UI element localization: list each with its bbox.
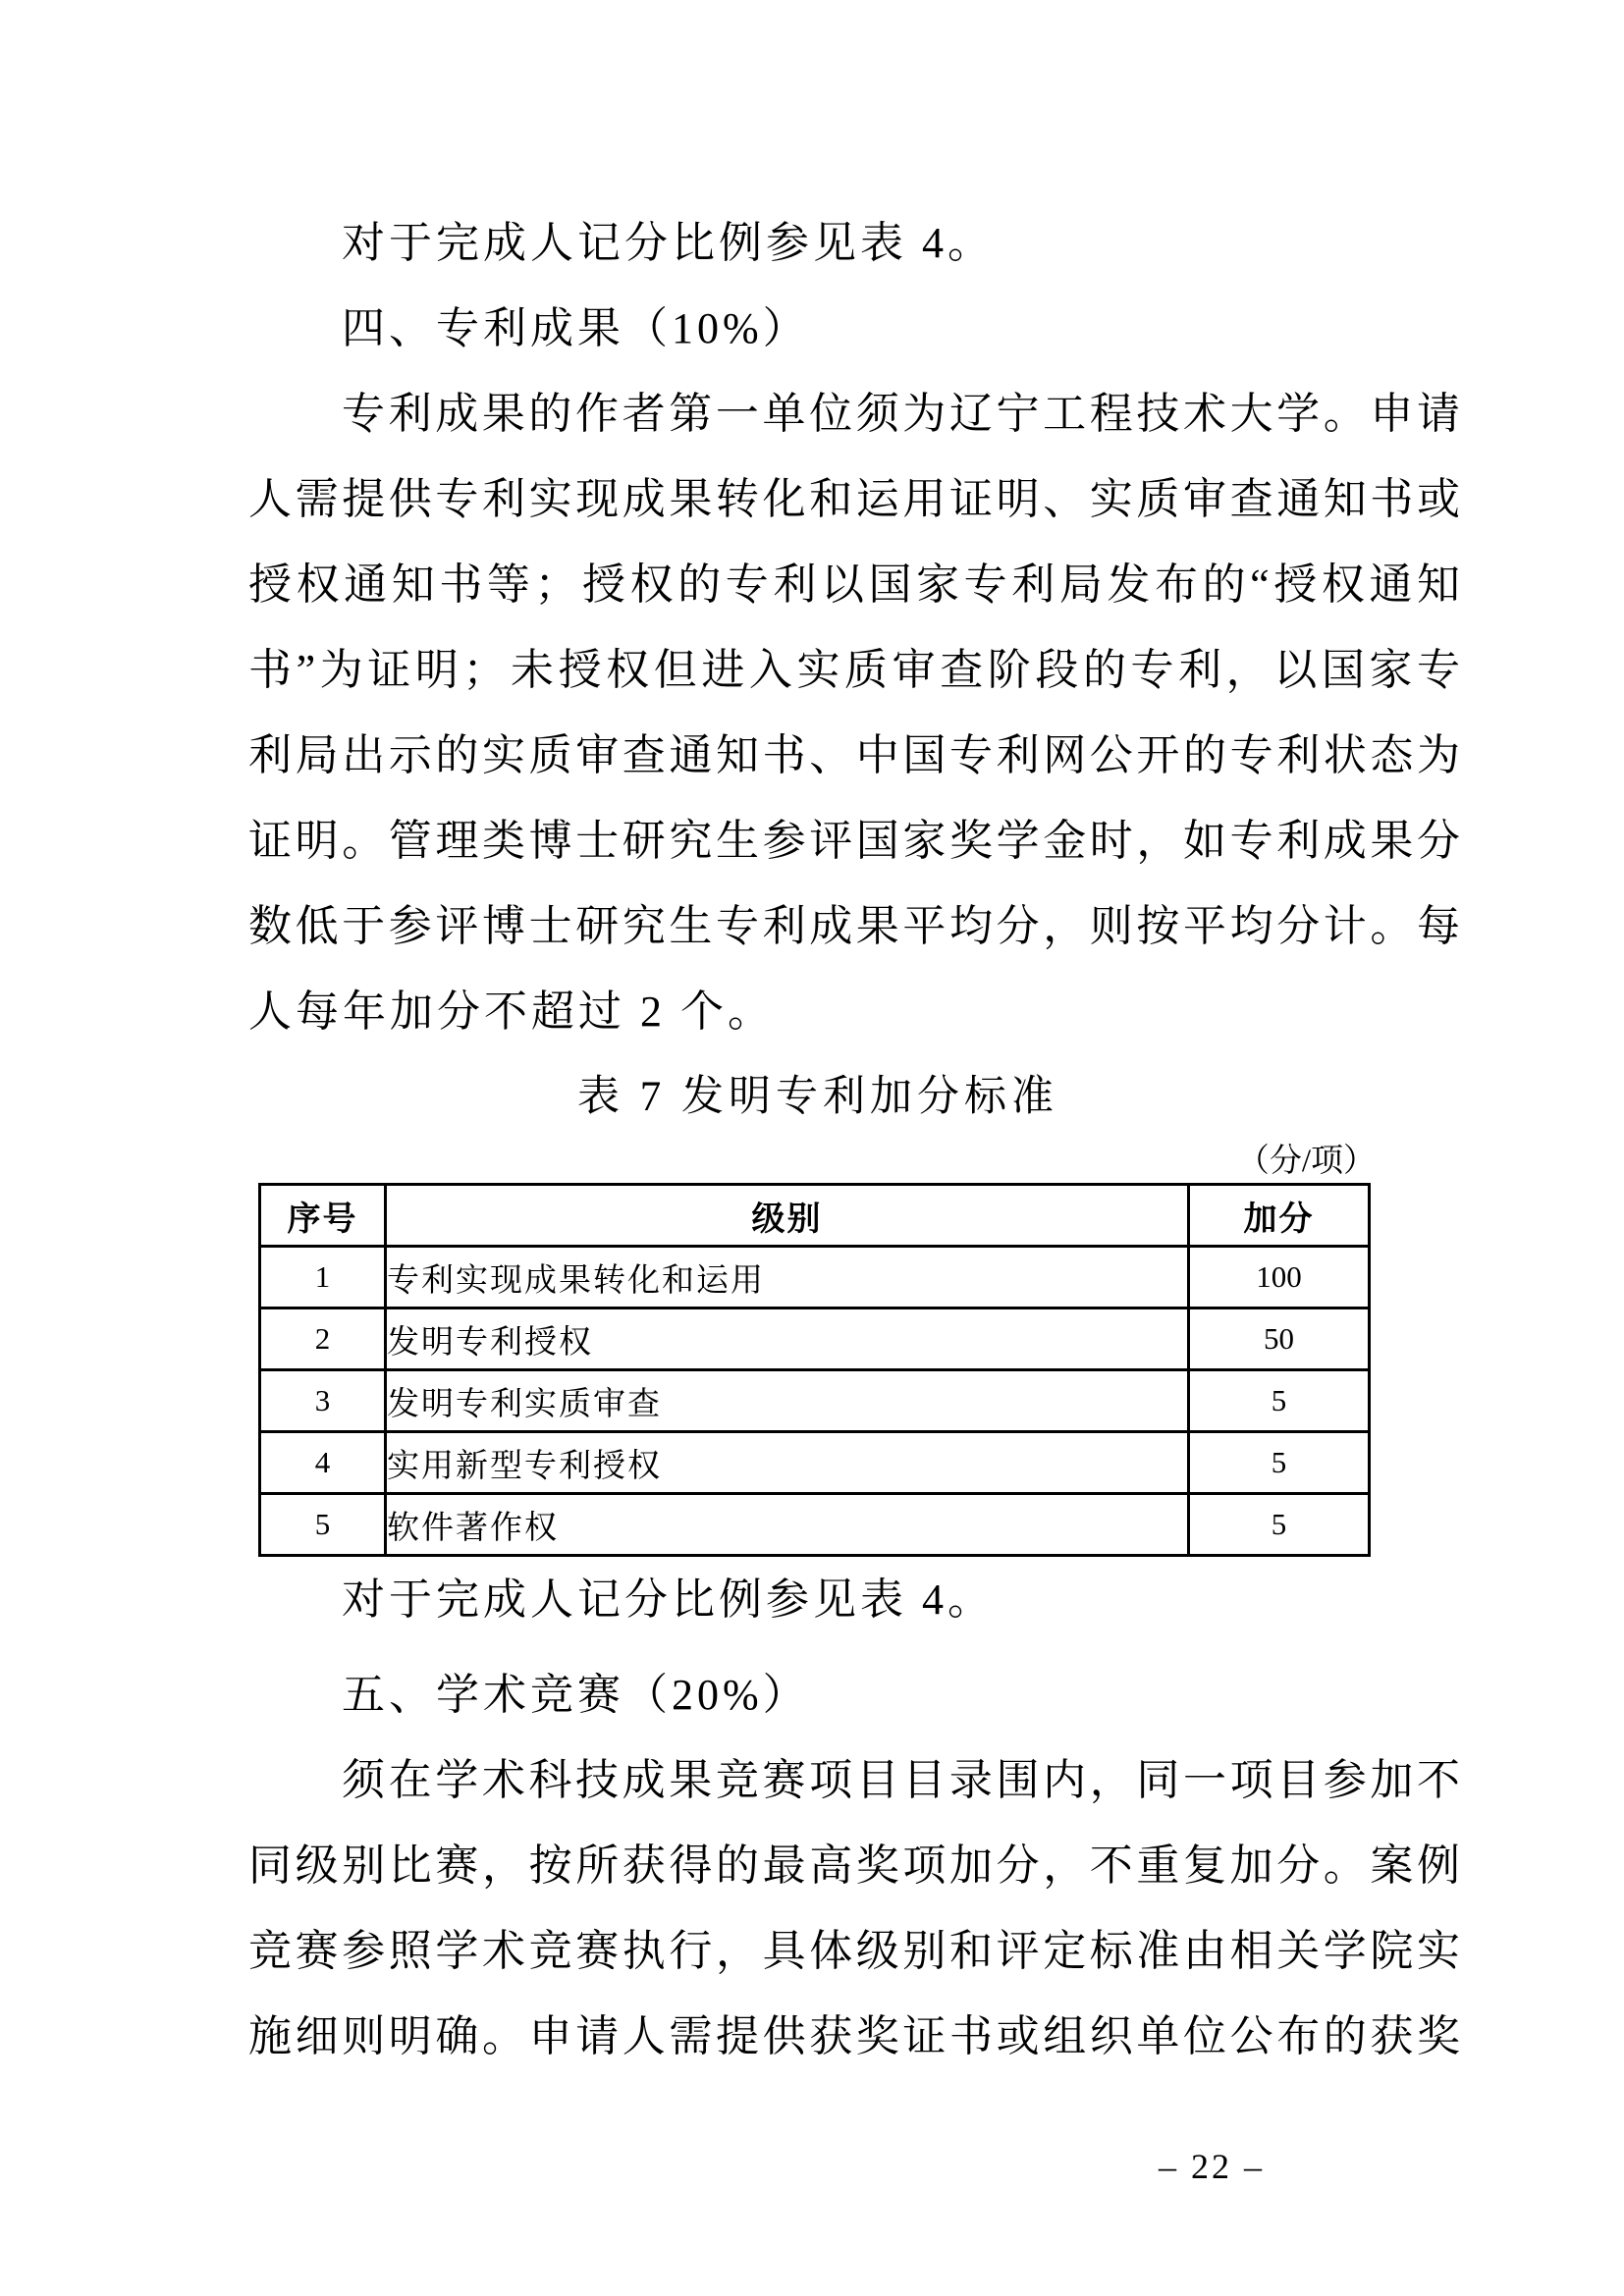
table-row [260,1432,1370,1494]
paragraph-patent-line: 人每年加分不超过 2 个。 [248,988,775,1036]
table-row [260,1494,1370,1556]
table7-header-level: 级别 [386,1185,1189,1247]
table7-row1-index: 1 [260,1247,386,1308]
table7-row5-index: 5 [260,1494,386,1556]
table7-row4-level: 实用新型专利授权 [386,1432,1189,1494]
paragraph-patent-line: 人需提供专利实现成果转化和运用证明、实质审查通知书或 [248,475,1460,523]
table7-row1-level: 专利实现成果转化和运用 [386,1247,1189,1308]
page-number: – 22 – [1159,2147,1265,2186]
heading-section-4: 四、专利成果（10%） [342,304,810,352]
heading-section-5: 五、学术竞赛（20%） [342,1671,810,1719]
paragraph-competition-line: 须在学术科技成果竞赛项目目录围内，同一项目参加不 [342,1756,1460,1804]
paragraph-patent-line: 授权通知书等；授权的专利以国家专利局发布的“授权通知 [248,561,1460,609]
paragraph-competition-line: 同级别比赛，按所获得的最高奖项加分，不重复加分。案例 [248,1842,1460,1890]
table-row [260,1370,1370,1432]
table7-row3-level: 发明专利实质审查 [386,1370,1189,1432]
page-content [248,200,1460,2079]
table7-row2-points: 50 [1189,1308,1370,1370]
paragraph-patent-line: 数低于参评博士研究生专利成果平均分，则按平均分计。每 [248,902,1460,950]
table7-title: 表 7 发明专利加分标准 [577,1074,1058,1120]
paragraph-competition [248,1737,1460,2079]
paragraph-patent-line: 专利成果的作者第一单位须为辽宁工程技术大学。申请 [342,390,1460,438]
table7-row5-points: 5 [1189,1494,1370,1556]
table7-header-index: 序号 [260,1185,386,1247]
table7-row3-index: 3 [260,1370,386,1432]
paragraph-patent-line: 利局出示的实质审查通知书、中国专利网公开的专利状态为 [248,731,1460,779]
paragraph-ref-table4-bottom: 对于完成人记分比例参见表 4。 [342,1575,995,1624]
table7-unit-note: （分/项） [1236,1144,1376,1179]
paragraph-ref-table4-top: 对于完成人记分比例参见表 4。 [342,219,995,267]
table7-patent-score-table [258,1183,1371,1557]
paragraph-patent [248,371,1460,1054]
paragraph-competition-line: 施细则明确。申请人需提供获奖证书或组织单位公布的获奖 [248,2012,1460,2060]
table7-row1-points: 100 [1189,1247,1370,1308]
table7-row2-level: 发明专利授权 [386,1308,1189,1370]
table7-row2-index: 2 [260,1308,386,1370]
table-row [260,1247,1370,1308]
table7-row5-level: 软件著作权 [386,1494,1189,1556]
table7-row4-index: 4 [260,1432,386,1494]
table7-row4-points: 5 [1189,1432,1370,1494]
paragraph-patent-line: 证明。管理类博士研究生参评国家奖学金时，如专利成果分 [248,817,1460,865]
table7-header-points: 加分 [1189,1185,1370,1247]
table7-row3-points: 5 [1189,1370,1370,1432]
table7-header-row [260,1185,1370,1247]
paragraph-patent-line: 书”为证明；未授权但进入实质审查阶段的专利，以国家专 [248,646,1460,694]
table-row [260,1308,1370,1370]
paragraph-competition-line: 竞赛参照学术竞赛执行，具体级别和评定标准由相关学院实 [248,1927,1460,1975]
